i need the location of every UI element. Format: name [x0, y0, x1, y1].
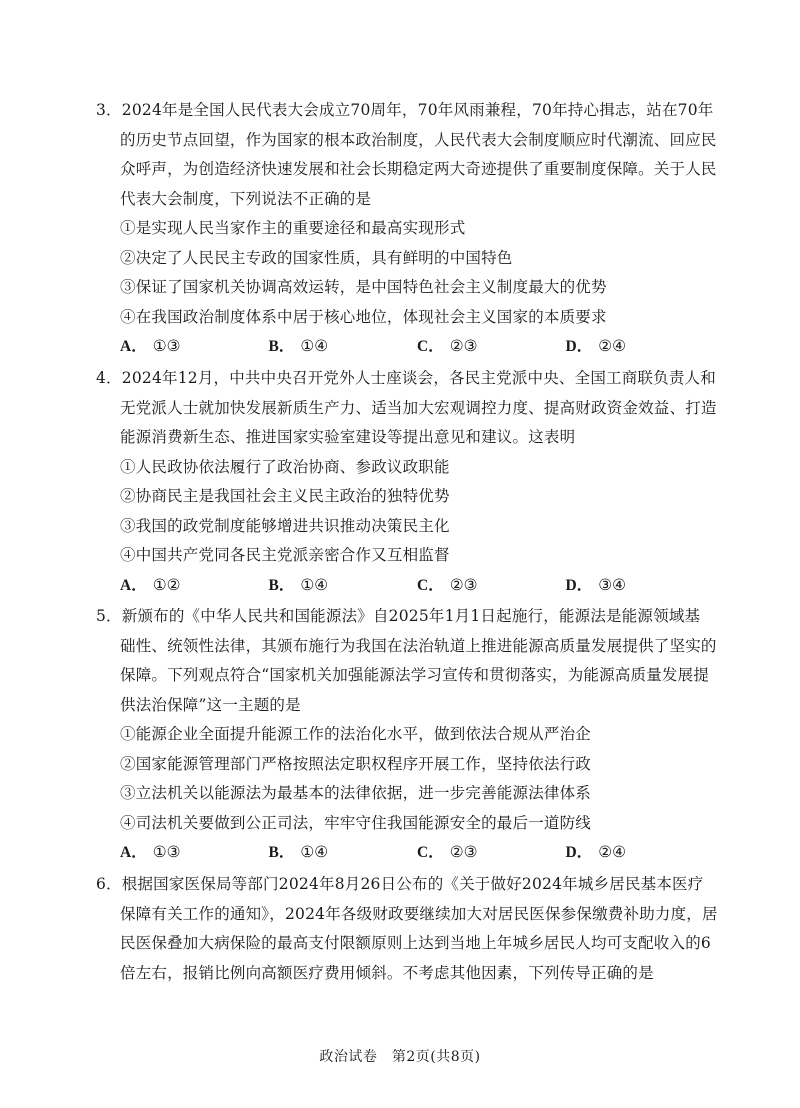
q5-option-a: A． ①③: [120, 843, 181, 861]
q4-stem-line-1: 4．2024年12月，中共中央召开党外人士座谈会，各民主党派中央、全国工商联负责人和: [96, 369, 716, 387]
q3-statement-2: ②决定了人民民主专政的国家性质，具有鲜明的中国特色: [120, 248, 513, 267]
q4-statement-2: ②协商民主是我国社会主义民主政治的独特优势: [120, 487, 450, 505]
q5-options: [96, 838, 714, 868]
q6-stem-line-3: 民医保叠加大病保险的最高支付限额原则上达到当地上年城乡居民人均可支配收入的6: [120, 934, 711, 952]
q4-statement-3: ③我国的政党制度能够增进共识推动决策民主化: [120, 516, 450, 535]
q6-stem-line-4: 倍左右，报销比例向高额医疗费用倾斜。不考虑其他因素，下列传导正确的是: [120, 963, 654, 982]
q5-stem-line-1: 5．新颁布的《中华人民共和国能源法》自2025年1月1日起施行，能源法是能源领域基: [96, 607, 701, 625]
question-5: [96, 602, 717, 868]
q3-stem-line-3: 众呼声，为创造经济快速发展和社会长期稳定两大奇迹提供了重要制度保障。关于人民: [120, 160, 717, 178]
q3-stem-line-1: 3．2024年是全国人民代表大会成立70周年，70年风雨兼程，70年持心揖志，站在70年: [96, 101, 714, 119]
q3-statement-3: ③保证了国家机关协调高效运转，是中国特色社会主义制度最大的优势: [120, 278, 607, 296]
q3-option-b: B． ①④: [268, 337, 329, 355]
q4-option-d: D． ③④: [565, 575, 626, 594]
q6-stem-line-2: 保障有关工作的通知》，2024年各级财政要继续加大对居民医保参保缴费补助力度，居: [120, 904, 718, 923]
q3-option-d: D． ②④: [565, 337, 626, 355]
q3-statement-4: ④在我国政治制度体系中居于核心地位，体现社会主义国家的本质要求: [120, 307, 607, 326]
page-footer: 政治试卷 第2页(共8页): [319, 1049, 481, 1065]
question-3: [96, 96, 717, 362]
q3-statement-1: ①是实现人民当家作主的重要途径和最高实现形式: [120, 219, 466, 237]
q4-option-c: C． ②③: [417, 575, 478, 594]
q5-statement-3: ③立法机关以能源法为最基本的法律依据，进一步完善能源法律体系: [120, 784, 592, 802]
q3-options: [96, 332, 714, 362]
q5-option-b: B． ①④: [268, 843, 329, 861]
q4-statement-1: ①人民政协依法履行了政治协商、参政议政职能: [120, 457, 450, 476]
q5-stem-line-4: 供法治保障”这一主题的是: [120, 695, 301, 714]
q4-option-a: A． ①②: [120, 575, 181, 594]
q5-statement-2: ②国家能源管理部门严格按照法定职权程序开展工作，坚持依法行政: [120, 754, 592, 773]
question-4: [96, 364, 717, 600]
q4-option-b: B． ①④: [268, 575, 329, 594]
q4-stem-line-2: 无党派人士就加快发展新质生产力、适当加大宏观调控力度、提高财政资金效益、打造: [120, 398, 717, 417]
q4-statement-4: ④中国共产党同各民主党派亲密合作又互相监督: [120, 546, 450, 564]
q6-stem-line-1: 6．根据国家医保局等部门2024年8月26日公布的《关于做好2024年城乡居民基本医疗: [96, 875, 704, 893]
q5-option-c: C． ②③: [417, 843, 478, 861]
q3-option-a: A． ①③: [120, 337, 181, 355]
q5-stem-line-2: 础性、统领性法律，其颁布施行为我国在法治轨道上推进能源高质量发展提供了坚实的: [120, 636, 717, 655]
q3-stem-line-4: 代表大会制度，下列说法不正确的是: [120, 189, 372, 208]
q5-stem-line-3: 保障。下列观点符合“国家机关加强能源法学习宣传和贯彻落实，为能源高质量发展提: [120, 666, 710, 684]
q4-options: [96, 571, 714, 601]
question-6: [96, 870, 718, 988]
q4-stem-line-3: 能源消费新生态、推进国家实验室建设等提出意见和建议。这表明: [120, 428, 576, 446]
q5-option-d: D． ②④: [565, 843, 626, 861]
q3-option-c: C． ②③: [417, 337, 478, 355]
q3-stem-line-2: 的历史节点回望，作为国家的根本政治制度，人民代表大会制度顺应时代潮流、回应民: [120, 130, 717, 149]
q5-statement-1: ①能源企业全面提升能源工作的法治化水平，做到依法合规从严治企: [120, 725, 592, 743]
q5-statement-4: ④司法机关要做到公正司法，牢牢守住我国能源安全的最后一道防线: [120, 813, 592, 832]
